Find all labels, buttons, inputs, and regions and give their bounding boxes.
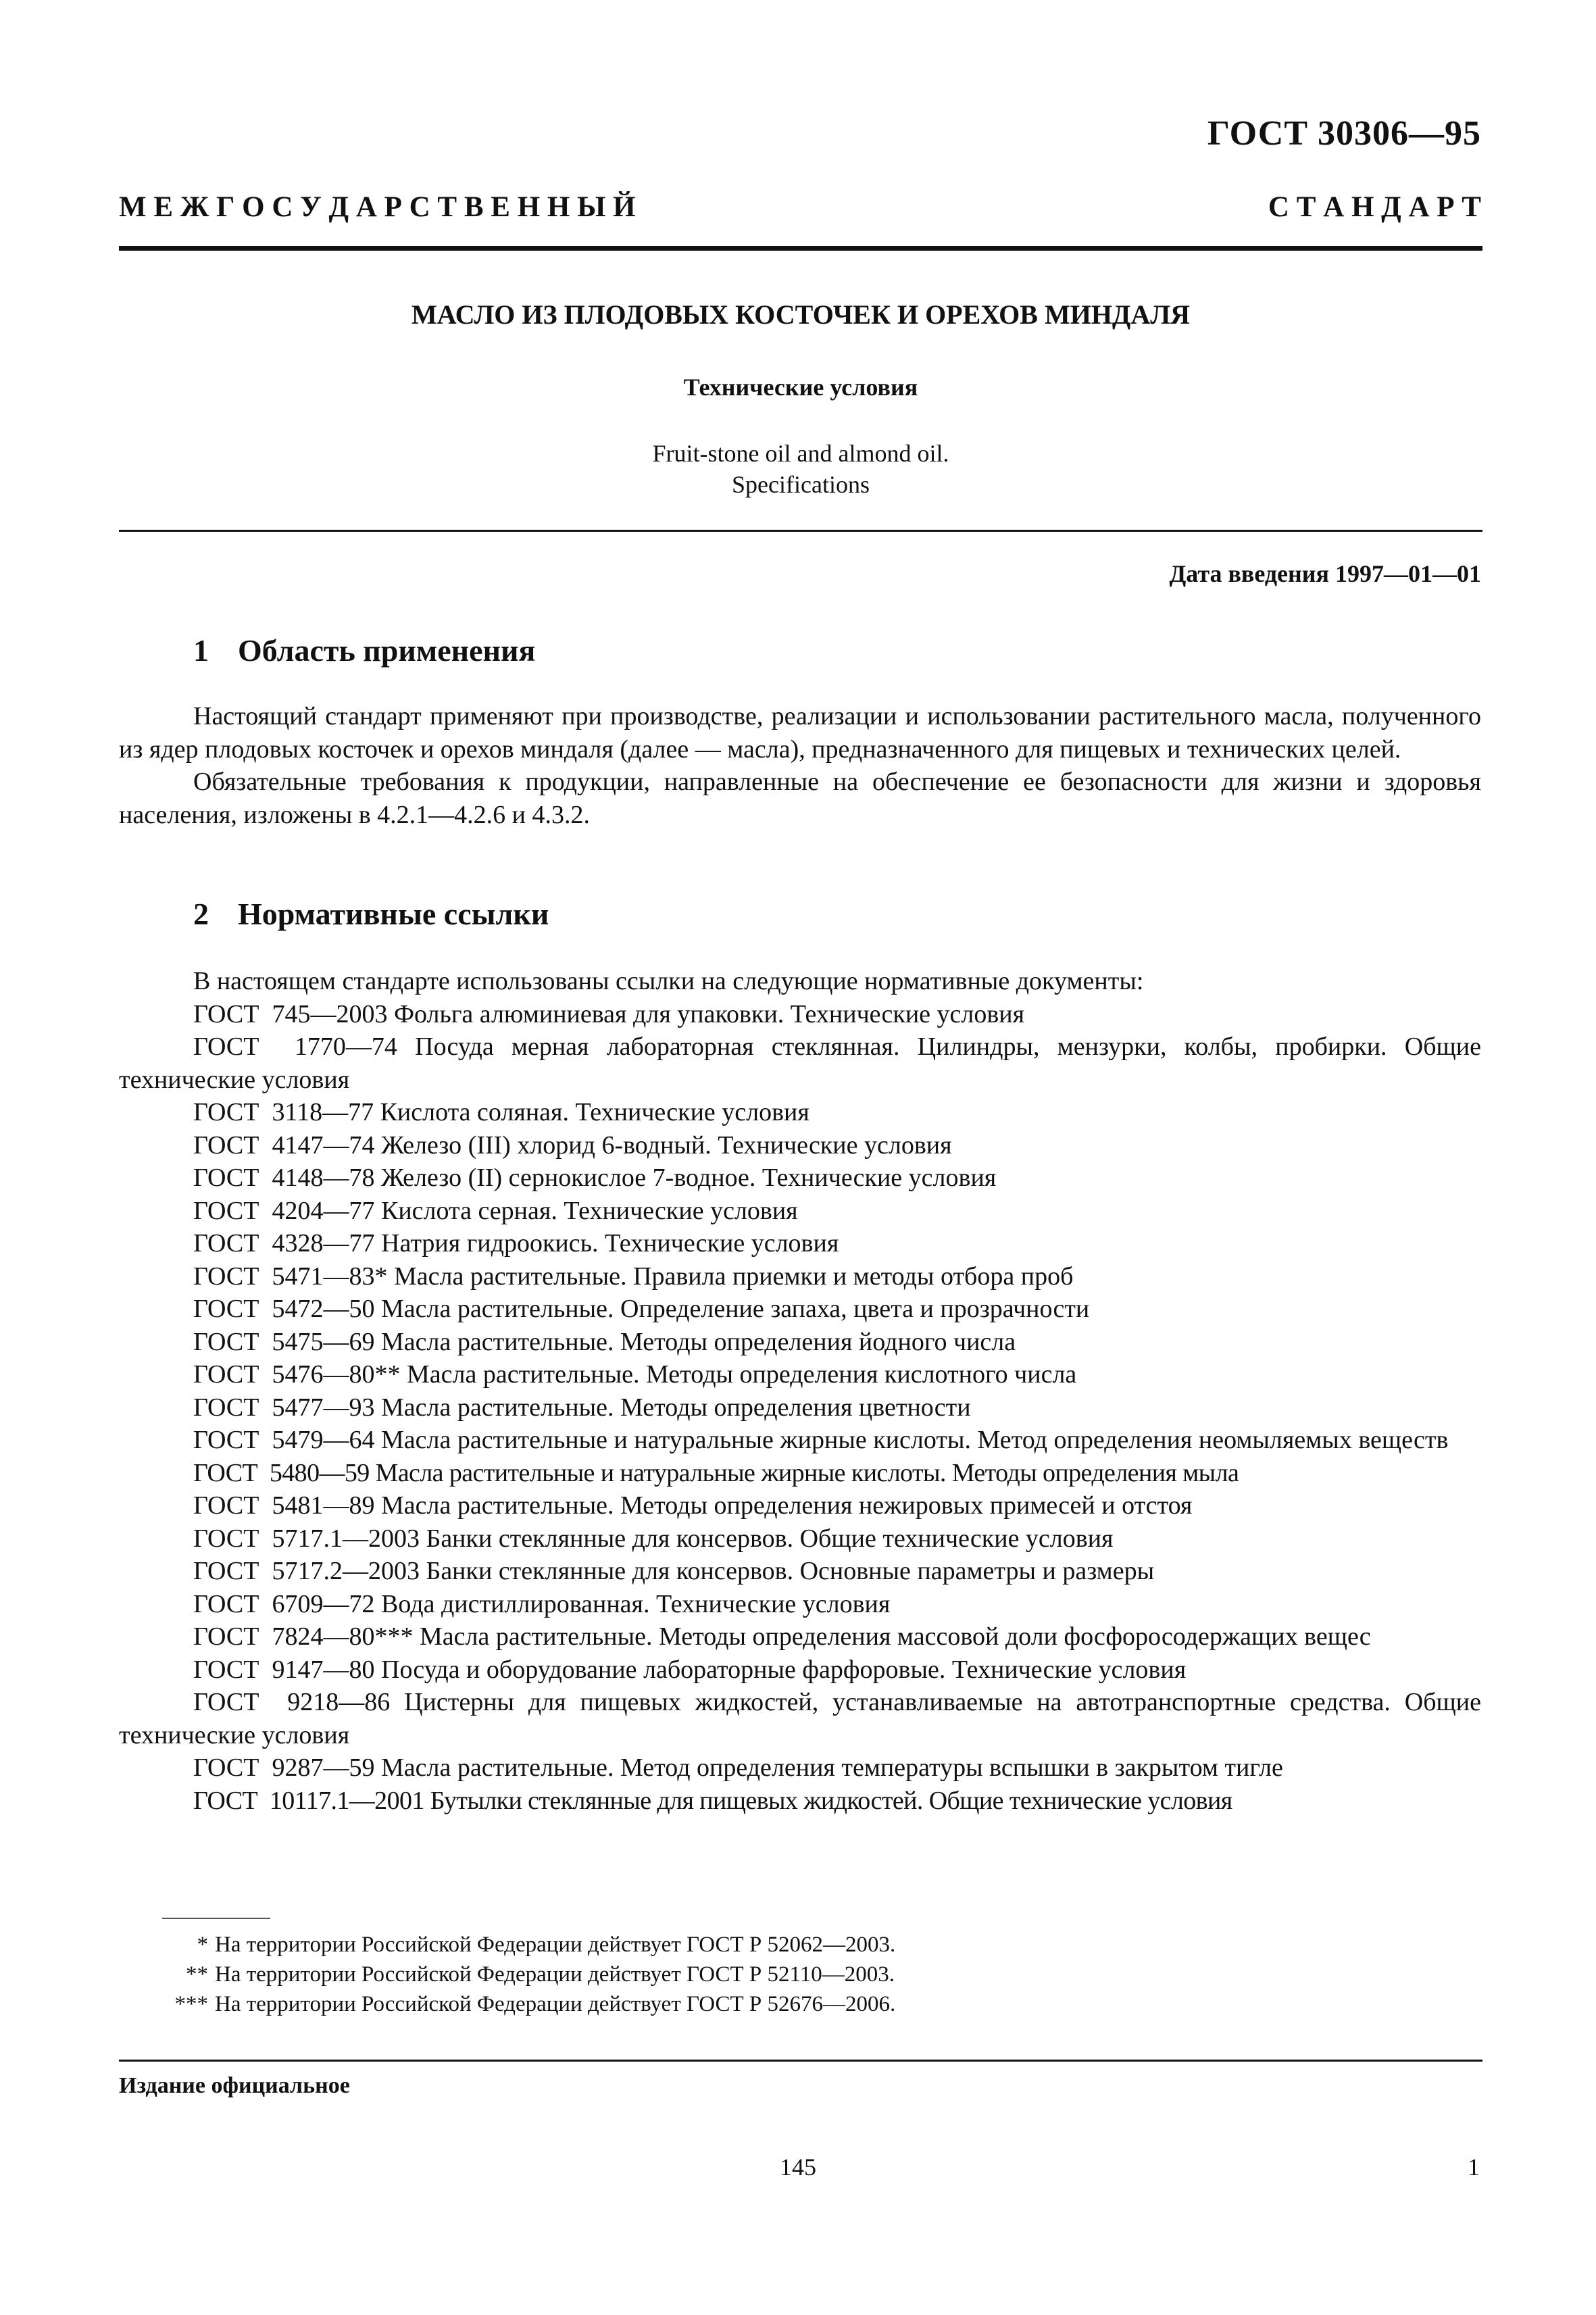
reference-title: Масла растительные. Методы определения йодного числа: [381, 1327, 1016, 1356]
reference-code: ГОСТ 5717.2—2003: [193, 1557, 420, 1585]
reference-item: [119, 1293, 1481, 1326]
reference-item: [119, 1588, 1481, 1621]
reference-code: ГОСТ 5472—50: [193, 1295, 375, 1323]
title-rule: [119, 530, 1482, 532]
reference-code: ГОСТ 5480—59: [193, 1458, 370, 1487]
interstate-word: М Е Ж Г О С У Д А Р С Т В Е Н Н Ы Й: [119, 191, 636, 223]
footnotes: [119, 1930, 895, 2019]
reference-item: [119, 1227, 1481, 1260]
reference-code: ГОСТ 5481—89: [193, 1491, 375, 1520]
reference-item: [119, 1260, 1481, 1293]
reference-code: ГОСТ 5471—83*: [193, 1262, 388, 1291]
reference-title: Кислота соляная. Технические условия: [380, 1098, 809, 1126]
reference-code: ГОСТ 6709—72: [193, 1589, 375, 1618]
reference-title: Масла растительные. Методы определения цветности: [381, 1393, 971, 1422]
footnote-mark: ***: [174, 1992, 208, 2016]
reference-title: Банки стеклянные для консервов. Основные параметры и размеры: [426, 1557, 1155, 1585]
section-title: Нормативные ссылки: [238, 897, 549, 931]
english-title-line: Specifications: [732, 471, 870, 498]
reference-title: Кислота серная. Технические условия: [381, 1196, 798, 1225]
header-rule: [119, 246, 1482, 251]
reference-item: [119, 1653, 1481, 1687]
reference-code: ГОСТ 5477—93: [193, 1393, 375, 1422]
reference-title: Вода дистиллированная. Технические условия: [381, 1589, 891, 1618]
reference-code: ГОСТ 9218—86: [193, 1688, 391, 1716]
section-heading-scope: [193, 632, 535, 668]
reference-item: [119, 1358, 1481, 1391]
section-scope-body: [119, 700, 1481, 831]
reference-item: [119, 1457, 1481, 1490]
reference-item: [119, 1522, 1481, 1555]
reference-item: [119, 1030, 1481, 1096]
interstate-standard-banner: [119, 191, 1481, 224]
footnote-text: На территории Российской Федерации действует ГОСТ Р 52676—2006.: [215, 1992, 896, 2016]
footnote: [119, 1989, 895, 2019]
reference-title: Банки стеклянные для консервов. Общие технические условия: [426, 1524, 1114, 1553]
reference-code: ГОСТ 5475—69: [193, 1327, 375, 1356]
section-heading-references: [193, 896, 549, 932]
reference-code: ГОСТ 3118—77: [193, 1098, 374, 1126]
reference-code: ГОСТ 5479—64: [193, 1426, 375, 1454]
section-number: 2: [193, 897, 209, 931]
reference-title: Масла растительные. Правила приемки и методы отбора проб: [394, 1262, 1074, 1291]
reference-title: Масла растительные. Метод определения температуры вспышки в закрытом тигле: [381, 1753, 1283, 1782]
reference-code: ГОСТ 745—2003: [193, 999, 388, 1028]
reference-item: [119, 1391, 1481, 1424]
reference-code: ГОСТ 5717.1—2003: [193, 1524, 420, 1553]
reference-code: ГОСТ 5476—80**: [193, 1360, 401, 1389]
reference-item: [119, 1751, 1481, 1785]
reference-code: ГОСТ 4204—77: [193, 1196, 375, 1225]
gost-number: ГОСТ 30306—95: [1207, 114, 1481, 153]
reference-title: Посуда мерная лабораторная стеклянная. Цилиндры, мензурки, колбы, пробирки. Общие технические условия: [119, 1032, 1482, 1094]
reference-item: [119, 1162, 1481, 1195]
footnote-text: На территории Российской Федерации действует ГОСТ Р 52062—2003.: [215, 1933, 896, 1957]
reference-code: ГОСТ 10117.1—2001: [193, 1786, 424, 1815]
footer-rule: [119, 2060, 1482, 2062]
reference-code: ГОСТ 9287—59: [193, 1753, 375, 1782]
reference-title: Натрия гидроокись. Технические условия: [381, 1229, 839, 1258]
paragraph: Настоящий стандарт применяют при производстве, реализации и использовании растительного масла, полученного из ядер плодовых косточек и орехов миндаля (далее — масла), предназначенного для пищевых и технических целей.: [119, 702, 1481, 764]
document-title: МАСЛО ИЗ ПЛОДОВЫХ КОСТОЧЕК И ОРЕХОВ МИНДАЛЯ: [411, 299, 1191, 330]
footnote-separator: [162, 1918, 270, 1919]
reference-item: [119, 998, 1481, 1031]
references-intro: В настоящем стандарте использованы ссылки на следующие нормативные документы:: [193, 967, 1144, 995]
reference-title: Фольга алюминиевая для упаковки. Технические условия: [394, 999, 1025, 1028]
reference-item: [119, 1489, 1481, 1522]
section-title: Область применения: [238, 633, 536, 668]
reference-item: [119, 1326, 1481, 1359]
reference-code: ГОСТ 1770—74: [193, 1032, 397, 1061]
reference-title: Масла растительные и натуральные жирные кислоты. Методы определения мыла: [375, 1458, 1239, 1487]
reference-title: Масла растительные. Методы определения нежировых примесей и отстоя: [381, 1491, 1193, 1520]
reference-title: Масла растительные и натуральные жирные кислоты. Метод определения неомыляемых веществ: [381, 1426, 1449, 1454]
reference-code: ГОСТ 4328—77: [193, 1229, 375, 1258]
reference-item: [119, 1096, 1481, 1129]
reference-title: Масла растительные. Методы определения кислотного числа: [407, 1360, 1077, 1389]
footnote-mark: **: [186, 1962, 208, 1987]
reference-title: Железо (II) сернокислое 7-водное. Технические условия: [381, 1164, 997, 1192]
reference-item: [119, 1785, 1481, 1818]
reference-title: Посуда и оборудование лабораторные фарфоровые. Технические условия: [381, 1655, 1187, 1684]
footnote-text: На территории Российской Федерации действует ГОСТ Р 52110—2003.: [215, 1962, 895, 1987]
section-number: 1: [193, 633, 209, 668]
reference-code: ГОСТ 7824—80***: [193, 1622, 414, 1651]
reference-item: [119, 1129, 1481, 1162]
page-number-right: 1: [1468, 2154, 1480, 2181]
footnote-mark: *: [197, 1933, 208, 1957]
english-title-line: Fruit-stone oil and almond oil.: [652, 440, 949, 467]
reference-item: [119, 1195, 1481, 1228]
reference-code: ГОСТ 9147—80: [193, 1655, 375, 1684]
paragraph: Обязательные требования к продукции, направленные на обеспечение ее безопасности для жизни и здоровья населения, изложены в 4.2.1—4.2.6 и 4.3.2.: [119, 768, 1481, 829]
official-edition-label: Издание официальное: [119, 2073, 350, 2098]
reference-title: Бутылки стеклянные для пищевых жидкостей. Общие технические условия: [430, 1786, 1232, 1815]
standard-word: С Т А Н Д А Р Т: [1268, 191, 1481, 223]
reference-title: Масла растительные. Определение запаха, цвета и прозрачности: [381, 1295, 1090, 1323]
document-subtitle: Технические условия: [683, 374, 918, 401]
footnote: [119, 1960, 895, 1989]
reference-code: ГОСТ 4148—78: [193, 1164, 375, 1192]
reference-title: Масла растительные. Методы определения массовой доли фосфоросодержащих вещес: [420, 1622, 1371, 1651]
english-title: [119, 438, 1482, 500]
reference-item: [119, 1424, 1481, 1457]
reference-item: [119, 1686, 1481, 1751]
reference-title: Цистерны для пищевых жидкостей, устанавливаемые на автотранспортные средства. Общие технические условия: [119, 1688, 1481, 1749]
footnote: [119, 1930, 895, 1960]
page-number-center: 145: [780, 2154, 816, 2181]
reference-item: [119, 1555, 1481, 1588]
reference-item: [119, 1620, 1481, 1653]
reference-title: Железо (III) хлорид 6-водный. Технические условия: [381, 1130, 952, 1160]
reference-code: ГОСТ 4147—74: [193, 1130, 375, 1160]
introduction-date: Дата введения 1997—01—01: [1169, 560, 1481, 587]
references-list: [119, 965, 1481, 1817]
